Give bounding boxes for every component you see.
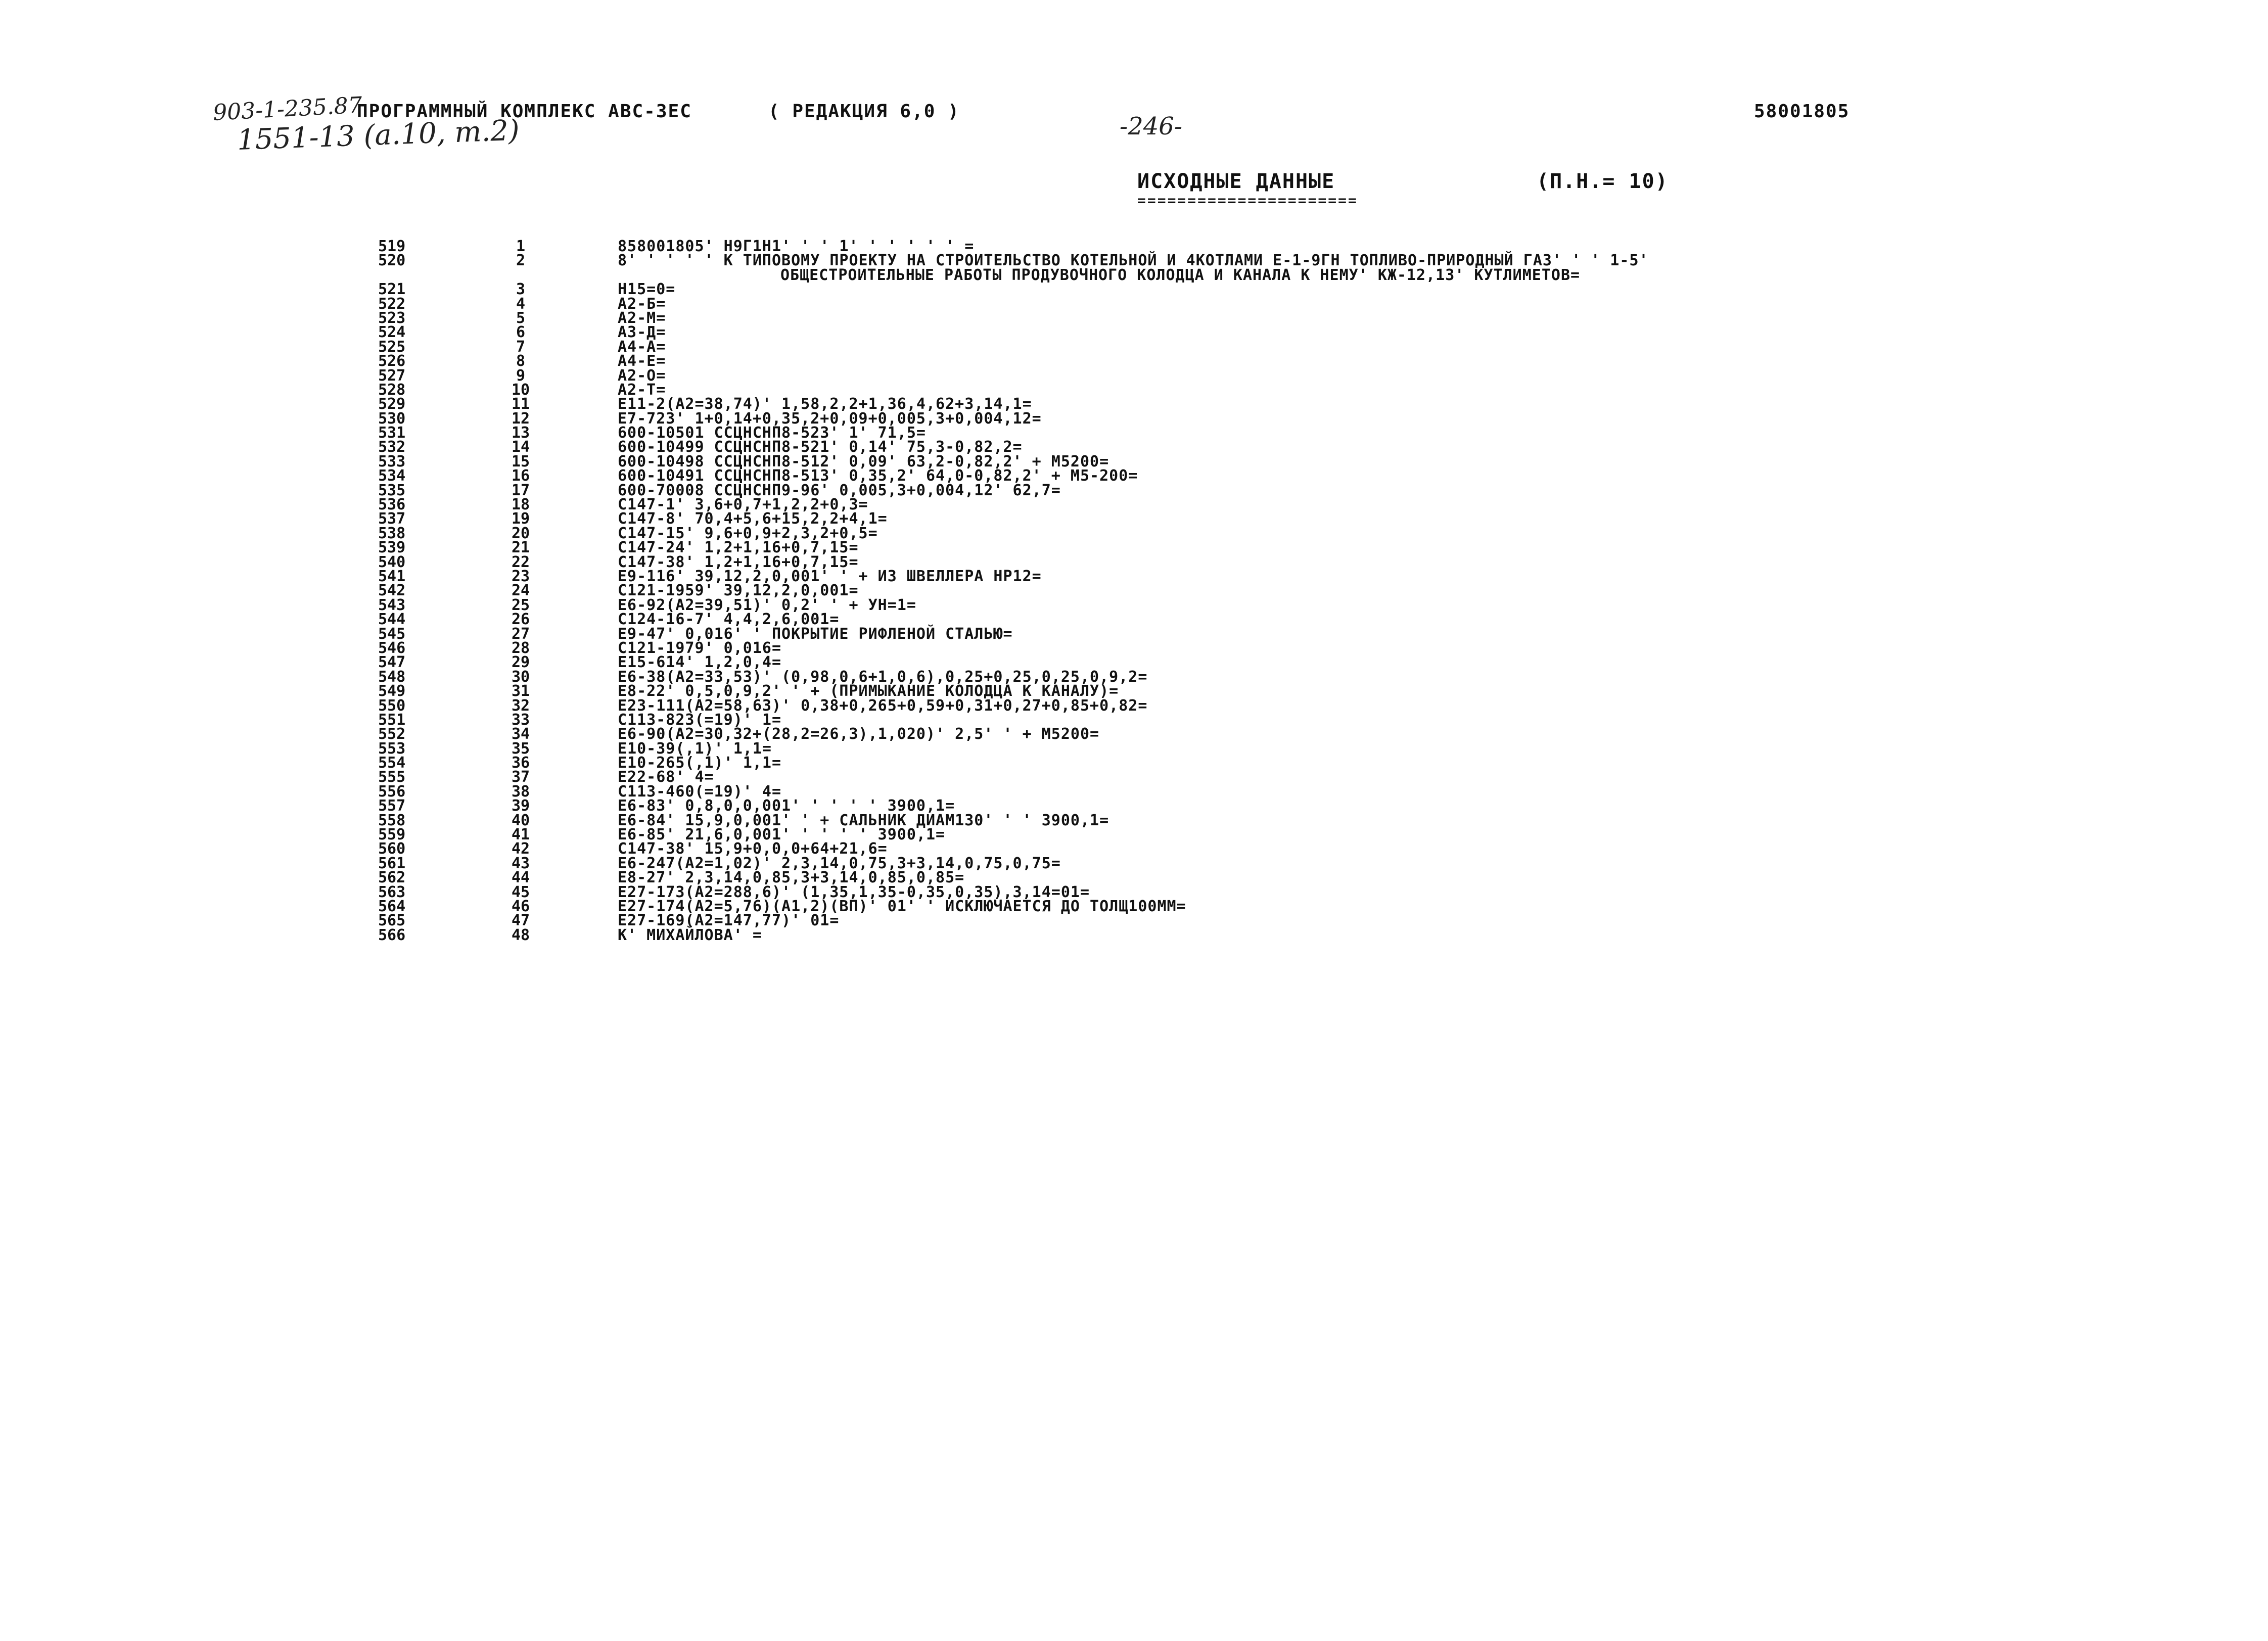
- listing-row: [0, 426, 2268, 440]
- row-text: Е6-83' 0,8,0,0,001' ' ' ' ' 3900,1=: [618, 797, 955, 815]
- row-sequence: 17: [511, 481, 530, 499]
- row-text: ОБЩЕСТРОИТЕЛЬНЫЕ РАБОТЫ ПРОДУВОЧНОГО КОЛОДЦА И КАНАЛА К НЕМУ' КЖ-12,13' КУТЛИМЕТОВ=: [780, 266, 1581, 284]
- listing-row: [0, 627, 2268, 641]
- row-text: Е9-47' 0,016' ' ПОКРЫТИЕ РИФЛЕНОЙ СТАЛЬЮ=: [618, 625, 1013, 643]
- row-number: 523: [378, 309, 406, 327]
- row-text: С121-1959' 39,12,2,0,001=: [618, 582, 859, 600]
- row-sequence: 21: [511, 539, 530, 557]
- data-listing: [0, 240, 2268, 943]
- row-sequence: 20: [511, 524, 530, 542]
- row-text: Е8-22' 0,5,0,9,2' ' + (ПРИМЫКАНИЕ КОЛОДЦА К КАНАЛУ)=: [618, 682, 1119, 700]
- row-text: Е10-265(,1)' 1,1=: [618, 754, 782, 772]
- listing-row: [0, 409, 2268, 428]
- row-number: 556: [378, 782, 406, 801]
- row-text: Е9-116' 39,12,2,0,001' ' + ИЗ ШВЕЛЛЕРА НР12=: [618, 567, 1042, 585]
- row-sequence: 36: [511, 754, 530, 772]
- row-text: Е15-614' 1,2,0,4=: [618, 653, 782, 672]
- row-sequence: 14: [511, 438, 530, 456]
- row-text: Е27-174(А2=5,76)(А1,2)(ВП)' 01' ' ИСКЛЮЧАЕТСЯ ДО ТОЛЩ100ММ=: [618, 897, 1186, 915]
- row-text: С124-16-7' 4,4,2,6,001=: [618, 611, 840, 629]
- row-sequence: 26: [511, 611, 530, 629]
- row-text: Е10-39(,1)' 1,1=: [618, 739, 772, 758]
- row-number: 561: [378, 854, 406, 872]
- row-text: С147-38' 15,9+0,0,0+64+21,6=: [618, 840, 888, 858]
- listing-row: [0, 567, 2268, 585]
- row-sequence: 37: [511, 768, 530, 786]
- row-text: Е11-2(А2=38,74)' 1,58,2,2+1,36,4,62+3,14,1=: [618, 395, 1032, 413]
- row-sequence: 42: [511, 840, 530, 858]
- row-sequence: 7: [516, 338, 526, 356]
- row-text: С113-460(=19)' 4=: [618, 782, 782, 801]
- row-number: 560: [378, 840, 406, 858]
- row-text: С121-1979' 0,016=: [618, 639, 782, 657]
- row-number: 558: [378, 811, 406, 829]
- row-sequence: 10: [511, 381, 530, 399]
- row-sequence: 32: [511, 696, 530, 715]
- listing-row: [0, 541, 2268, 555]
- handwritten-project-code: 903-1-235.87: [212, 92, 363, 126]
- row-text: Е6-38(А2=33,53)' (0,98,0,6+1,0,6),0,25+0,25,0,25,0,9,2=: [618, 668, 1148, 686]
- listing-row: [0, 512, 2268, 526]
- listing-row: [0, 498, 2268, 512]
- row-text: 600-10491 ССЦНСНП8-513' 0,35,2' 64,0-0,82,2' + М5-200=: [618, 467, 1138, 485]
- row-number: 531: [378, 424, 406, 442]
- row-number: 538: [378, 524, 406, 542]
- row-sequence: 27: [511, 625, 530, 643]
- listing-row: [0, 584, 2268, 598]
- row-number: 530: [378, 409, 406, 428]
- listing-row: [0, 756, 2268, 770]
- listing-row: [0, 739, 2268, 758]
- row-text: Е6-247(А2=1,02)' 2,3,14,0,75,3+3,14,0,75,0,75=: [618, 854, 1061, 872]
- row-number: 524: [378, 323, 406, 342]
- row-text: А4-А=: [618, 338, 666, 356]
- row-number: 540: [378, 553, 406, 571]
- row-number: 536: [378, 496, 406, 514]
- row-sequence: 35: [511, 739, 530, 758]
- row-text: С147-1' 3,6+0,7+1,2,2+0,3=: [618, 496, 868, 514]
- row-number: 539: [378, 539, 406, 557]
- row-sequence: 5: [516, 309, 526, 327]
- row-text: Е6-84' 15,9,0,001' ' + САЛЬНИК ДИАМ130' ' ' 3900,1=: [618, 811, 1109, 829]
- listing-row: [0, 397, 2268, 411]
- row-text: А2-Т=: [618, 381, 666, 399]
- listing-row: [0, 469, 2268, 483]
- row-text: Е6-90(А2=30,32+(28,2=26,3),1,020)' 2,5' ' + М5200=: [618, 725, 1100, 743]
- row-number: 555: [378, 768, 406, 786]
- row-text: С147-15' 9,6+0,9+2,3,2+0,5=: [618, 524, 878, 542]
- row-number: 563: [378, 883, 406, 901]
- program-edition: ( РЕДАКЦИЯ 6,0 ): [768, 101, 960, 122]
- row-text: Е6-85' 21,6,0,001' ' ' ' ' 3900,1=: [618, 826, 946, 844]
- row-sequence: 41: [511, 826, 530, 844]
- listing-row: [0, 481, 2268, 499]
- row-number: 553: [378, 739, 406, 758]
- row-number: 525: [378, 338, 406, 356]
- row-text: С113-823(=19)' 1=: [618, 711, 782, 729]
- row-number: 521: [378, 280, 406, 299]
- row-sequence: 8: [516, 352, 526, 370]
- row-sequence: 9: [516, 366, 526, 385]
- row-number: 526: [378, 352, 406, 370]
- row-number: 550: [378, 696, 406, 715]
- row-sequence: 16: [511, 467, 530, 485]
- row-sequence: 4: [516, 295, 526, 313]
- row-text: Е27-173(А2=288,6)' (1,35,1,35-0,35,0,35),3,14=01=: [618, 883, 1090, 901]
- listing-row: [0, 782, 2268, 801]
- row-sequence: 34: [511, 725, 530, 743]
- row-sequence: 22: [511, 553, 530, 571]
- row-sequence: 25: [511, 596, 530, 614]
- row-sequence: 18: [511, 496, 530, 514]
- row-sequence: 43: [511, 854, 530, 872]
- row-number: 552: [378, 725, 406, 743]
- listing-row: [0, 524, 2268, 542]
- row-number: 566: [378, 926, 406, 944]
- row-sequence: 6: [516, 323, 526, 342]
- row-number: 564: [378, 897, 406, 915]
- listing-row: [0, 928, 2268, 943]
- row-number: 537: [378, 510, 406, 528]
- listing-row: [0, 325, 2268, 340]
- listing-row: [0, 828, 2268, 842]
- row-text: Е22-68' 4=: [618, 768, 714, 786]
- row-sequence: 28: [511, 639, 530, 657]
- row-text: С147-38' 1,2+1,16+0,7,15=: [618, 553, 859, 571]
- row-number: 520: [378, 252, 406, 270]
- page-number: -246-: [1120, 112, 1183, 140]
- row-number: 529: [378, 395, 406, 413]
- listing-row: [0, 598, 2268, 613]
- row-number: 546: [378, 639, 406, 657]
- row-sequence: 39: [511, 797, 530, 815]
- listing-row: [0, 713, 2268, 727]
- section-title: ИСХОДНЫЕ ДАННЫЕ: [1137, 170, 1335, 193]
- row-sequence: 24: [511, 582, 530, 600]
- row-sequence: 48: [511, 926, 530, 944]
- row-text: 8' ' ' ' ' К ТИПОВОМУ ПРОЕКТУ НА СТРОИТЕЛЬСТВО КОТЕЛЬНОЙ И 4КОТЛАМИ Е-1-9ГН ТОПЛИВО-ПРИРОДНЫЙ ГАЗ' ' ' 1-5': [618, 252, 1649, 270]
- row-text: А4-Е=: [618, 352, 666, 370]
- row-sequence: 1: [516, 238, 526, 255]
- row-text: 600-70008 ССЦНСНП9-96' 0,005,3+0,004,12' 62,7=: [618, 481, 1061, 499]
- row-sequence: 11: [511, 395, 530, 413]
- row-number: 544: [378, 611, 406, 629]
- row-text: К' МИХАЙЛОВА' =: [618, 926, 762, 944]
- row-number: 534: [378, 467, 406, 485]
- row-sequence: 46: [511, 897, 530, 915]
- row-number: 541: [378, 567, 406, 585]
- listing-row: [0, 914, 2268, 928]
- program-name: ПРОГРАММНЫЙ КОМПЛЕКС АВС-ЗЕС: [357, 101, 692, 122]
- row-sequence: 13: [511, 424, 530, 442]
- row-sequence: 30: [511, 668, 530, 686]
- row-sequence: 38: [511, 782, 530, 801]
- row-sequence: 40: [511, 811, 530, 829]
- row-text: А2-М=: [618, 309, 666, 327]
- row-number: 527: [378, 366, 406, 385]
- listing-row: [0, 555, 2268, 570]
- row-text: 858001805' Н9Г1Н1' ' ' 1' ' ' ' ' ' =: [618, 238, 975, 255]
- row-number: 549: [378, 682, 406, 700]
- listing-row: [0, 842, 2268, 856]
- listing-row: [0, 727, 2268, 741]
- listing-row: [0, 354, 2268, 368]
- row-sequence: 44: [511, 869, 530, 887]
- row-sequence: 31: [511, 682, 530, 700]
- row-number: 535: [378, 481, 406, 499]
- row-number: 547: [378, 653, 406, 672]
- listing-row: [0, 811, 2268, 829]
- row-text: Е23-111(А2=58,63)' 0,38+0,265+0,59+0,31+0,27+0,85+0,82=: [618, 696, 1148, 715]
- row-number: 519: [378, 238, 406, 255]
- row-text: 600-10499 ССЦНСНП8-521' 0,14' 75,3-0,82,2=: [618, 438, 1023, 456]
- listing-row: [0, 268, 2268, 283]
- row-sequence: 47: [511, 912, 530, 930]
- row-sequence: 33: [511, 711, 530, 729]
- listing-row: [0, 770, 2268, 784]
- row-number: 522: [378, 295, 406, 313]
- listing-row: [0, 871, 2268, 885]
- row-number: 565: [378, 912, 406, 930]
- row-sequence: 29: [511, 653, 530, 672]
- row-text: 600-10501 ССЦНСНП8-523' 1' 71,5=: [618, 424, 926, 442]
- row-number: 533: [378, 452, 406, 471]
- listing-row: [0, 696, 2268, 715]
- row-text: С147-8' 70,4+5,6+15,2,2+4,1=: [618, 510, 888, 528]
- row-number: 542: [378, 582, 406, 600]
- handwritten-reference: 1551-13 (а.10, т.2): [237, 114, 520, 157]
- listing-row: [0, 854, 2268, 872]
- row-number: 532: [378, 438, 406, 456]
- row-text: Е27-169(А2=147,77)' 01=: [618, 912, 840, 930]
- row-text: 600-10498 ССЦНСНП8-512' 0,09' 63,2-0,82,2' + М5200=: [618, 452, 1109, 471]
- listing-row: [0, 366, 2268, 385]
- row-number: 559: [378, 826, 406, 844]
- row-text: А3-Д=: [618, 323, 666, 342]
- row-text: Е8-27' 2,3,14,0,85,3+3,14,0,85,0,85=: [618, 869, 965, 887]
- listing-row: [0, 799, 2268, 813]
- row-number: 551: [378, 711, 406, 729]
- listing-row: [0, 641, 2268, 655]
- section-title-underline: ======================: [1137, 192, 1358, 209]
- listing-row: [0, 383, 2268, 397]
- row-number: 554: [378, 754, 406, 772]
- row-text: С147-24' 1,2+1,16+0,7,15=: [618, 539, 859, 557]
- listing-row: [0, 311, 2268, 325]
- document-number: 58001805: [1754, 101, 1850, 122]
- row-number: 548: [378, 668, 406, 686]
- row-text: Е7-723' 1+0,14+0,35,2+0,09+0,005,3+0,004,12=: [618, 409, 1042, 428]
- row-sequence: 2: [516, 252, 526, 270]
- listing-row: [0, 297, 2268, 311]
- row-number: 557: [378, 797, 406, 815]
- listing-row: [0, 670, 2268, 684]
- row-text: Н15=0=: [618, 280, 676, 299]
- row-sequence: 23: [511, 567, 530, 585]
- row-text: А2-Б=: [618, 295, 666, 313]
- row-number: 545: [378, 625, 406, 643]
- section-pn: (П.Н.= 10): [1537, 170, 1669, 193]
- listing-row: [0, 613, 2268, 627]
- row-sequence: 19: [511, 510, 530, 528]
- listing-row: [0, 280, 2268, 299]
- row-sequence: 45: [511, 883, 530, 901]
- row-sequence: 15: [511, 452, 530, 471]
- row-number: 543: [378, 596, 406, 614]
- row-number: 562: [378, 869, 406, 887]
- row-sequence: 12: [511, 409, 530, 428]
- row-text: Е6-92(А2=39,51)' 0,2' ' + УН=1=: [618, 596, 916, 614]
- listing-row: [0, 897, 2268, 915]
- row-number: 528: [378, 381, 406, 399]
- row-text: А2-О=: [618, 366, 666, 385]
- listing-row: [0, 440, 2268, 454]
- row-sequence: 3: [516, 280, 526, 299]
- listing-row: [0, 340, 2268, 354]
